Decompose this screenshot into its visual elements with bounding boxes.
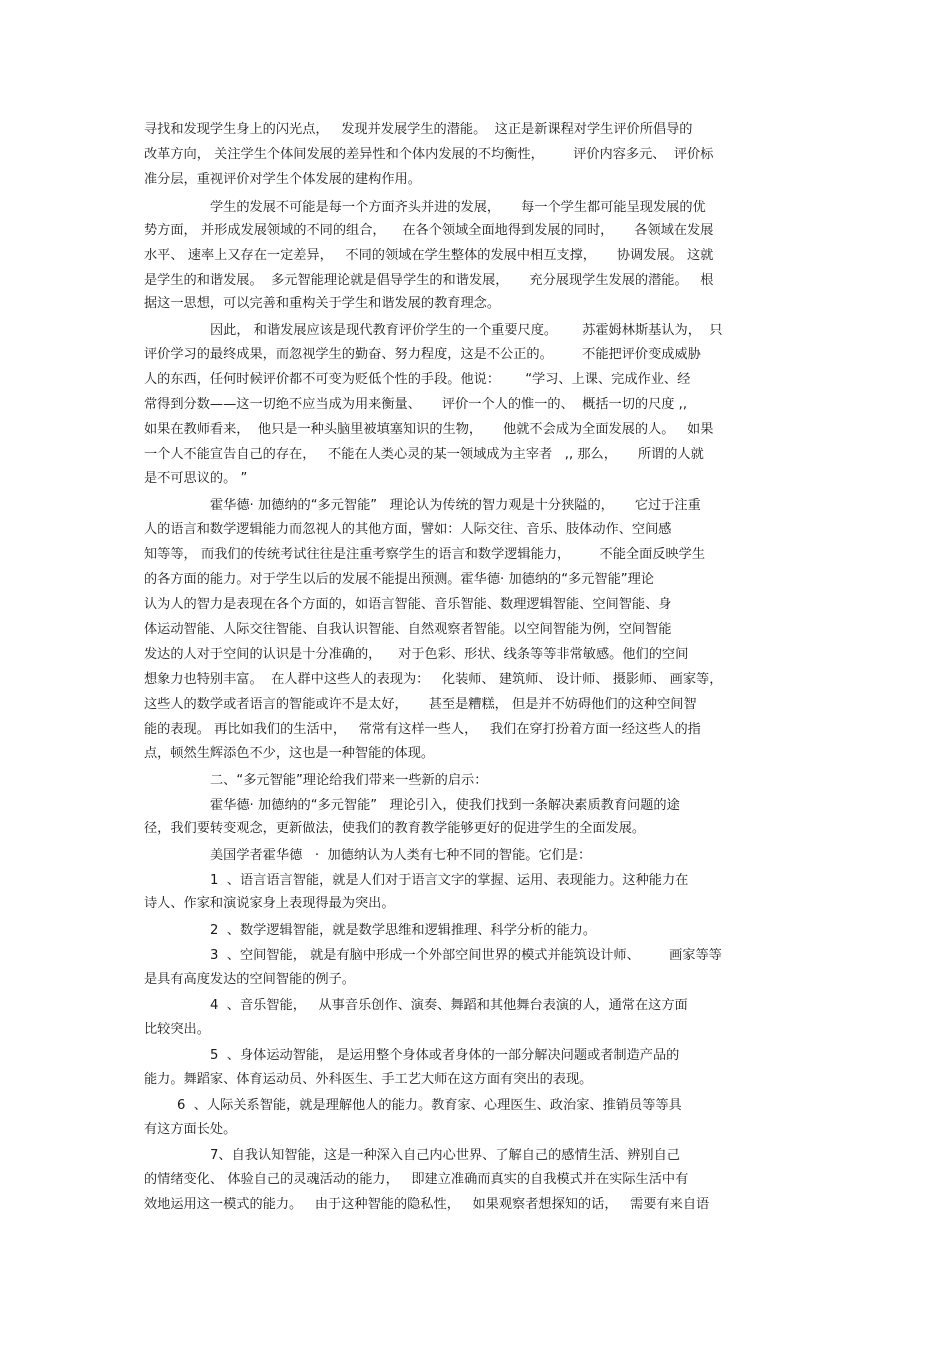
text-line: 认为人的智力是表现在各个方面的，如语言智能、音乐智能、数理逻辑智能、空间智能、身 xyxy=(144,597,672,612)
list-item: 3 、空间智能， 就是有脑中形成一个外部空间世界的模式并能筑设计师、 画家等等 xyxy=(210,948,722,963)
text-line: 据这一思想，可以完善和重构关于学生和谐发展的教育理念。 xyxy=(144,296,501,311)
text-line: 水平、 速率上又存在一定差异， 不同的领域在学生整体的发展中相互支撑， 协调发展。 这就 xyxy=(144,248,714,263)
list-item: 4 、音乐智能， 从事音乐创作、演奏、舞蹈和其他舞台表演的人，通常在这方面 xyxy=(210,998,688,1013)
text-line: 是具有高度发达的空间智能的例子。 xyxy=(144,972,355,987)
text-line: 能力。舞蹈家、体育运动员、外科医生、手工艺大师在这方面有突出的表现。 xyxy=(144,1072,593,1087)
text-line: 体运动智能、人际交往智能、自我认识智能、自然观察者智能。以空间智能为例，空间智能 xyxy=(144,622,672,637)
text-line: 人的东西，任何时候评价都不可变为贬低个性的手段。他说： “学习、上课、完成作业、经 xyxy=(144,372,691,387)
text-line: 霍华德· 加德纳的“多元智能” 理论引入，使我们找到一条解决素质教育问题的途 xyxy=(210,798,680,813)
list-item: 6 、人际关系智能，就是理解他人的能力。教育家、心理医生、政治家、推销员等等具 xyxy=(177,1098,682,1113)
text-line: 准分层，重视评价对学生个体发展的建构作用。 xyxy=(144,172,421,187)
text-line: 发达的人对于空间的认识是十分准确的， 对于色彩、形状、线条等等非常敏感。他们的空间 xyxy=(144,647,689,662)
text-line: 是不可思议的。 ” xyxy=(144,471,248,486)
text-line: 学生的发展不可能是每一个方面齐头并进的发展， 每一个学生都可能呈现发展的优 xyxy=(210,200,706,215)
text-line: 想象力也特别丰富。 在人群中这些人的表现为： 化装师、 建筑师、 设计师、 摄影师、 画家等， xyxy=(144,672,723,687)
text-line: 比较突出。 xyxy=(144,1022,210,1037)
text-line: 评价学习的最终成果，而忽视学生的勤奋、努力程度，这是不公正的。 不能把评价变成威胁 xyxy=(144,347,701,362)
text-line: 改革方向， 关注学生个体间发展的差异性和个体内发展的不均衡性， 评价内容多元、 评价标 xyxy=(144,147,714,162)
text-line: 有这方面长处。 xyxy=(144,1122,237,1137)
text-line: 人的语言和数学逻辑能力而忽视人的其他方面，譬如：人际交往、音乐、肢体动作、空间感 xyxy=(144,522,672,537)
text-line: 径，我们要转变观念，更新做法，使我们的教育教学能够更好的促进学生的全面发展。 xyxy=(144,821,646,836)
text-line: 一个人不能宣告自己的存在， 不能在人类心灵的某一领域成为主宰者 ,, 那么， 所谓的人就 xyxy=(144,447,704,462)
text-line: 如果在教师看来， 他只是一种头脑里被填塞知识的生物， 他就不会成为全面发展的人。 如果 xyxy=(144,422,714,437)
text-line: 常得到分数——这一切绝不应当成为用来衡量、 评价一个人的惟一的、 概括一切的尺度 ,, xyxy=(144,397,688,412)
text-line: 的各方面的能力。对于学生以后的发展不能提出预测。霍华德· 加德纳的“多元智能”理论 xyxy=(144,572,654,587)
text-line: 知等等， 而我们的传统考试往往是注重考察学生的语言和数学逻辑能力， 不能全面反映学生 xyxy=(144,547,706,562)
text-line: 势方面， 并形成发展领域的不同的组合， 在各个领域全面地得到发展的同时， 各领域在发展 xyxy=(144,223,714,238)
list-item: 2 、数学逻辑智能，就是数学思维和逻辑推理、科学分析的能力。 xyxy=(210,923,597,938)
text-line: 因此， 和谐发展应该是现代教育评价学生的一个重要尺度。 苏霍姆林斯基认为， 只 xyxy=(210,323,723,338)
text-line: 的情绪变化、 体验自己的灵魂活动的能力， 即建立准确而真实的自我模式并在实际生活中有 xyxy=(144,1172,689,1187)
text-line: 霍华德· 加德纳的“多元智能” 理论认为传统的智力观是十分狭隘的， 它过于注重 xyxy=(210,498,701,513)
section-heading: 二、“多元智能”理论给我们带来一些新的启示： xyxy=(210,773,488,788)
text-line: 能的表现。 再比如我们的生活中， 常常有这样一些人， 我们在穿打扮着方面一经这些人的指 xyxy=(144,722,701,737)
list-item: 5 、身体运动智能， 是运用整个身体或者身体的一部分解决问题或者制造产品的 xyxy=(210,1048,680,1063)
text-line: 这些人的数学或者语言的智能或许不是太好， 甚至是糟糕， 但是并不妨碍他们的这种空间智 xyxy=(144,697,697,712)
text-line: 效地运用这一模式的能力。 由于这种智能的隐私性， 如果观察者想探知的话， 需要有来自语 xyxy=(144,1197,710,1212)
text-line: 是学生的和谐发展。 多元智能理论就是倡导学生的和谐发展， 充分展现学生发展的潜能。 根 xyxy=(144,273,714,288)
text-line: 美国学者霍华德 · 加德纳认为人类有七种不同的智能。它们是： xyxy=(210,848,592,863)
text-line: 诗人、作家和演说家身上表现得最为突出。 xyxy=(144,896,395,911)
text-line: 点，顿然生辉添色不少，这也是一种智能的体现。 xyxy=(144,746,435,761)
list-item: 1 、语言语言智能，就是人们对于语言文字的掌握、运用、表现能力。这种能力在 xyxy=(210,873,689,888)
text-line: 寻找和发现学生身上的闪光点， 发现并发展学生的潜能。 这正是新课程对学生评价所倡导的 xyxy=(144,122,693,137)
list-item: 7、自我认知智能，这是一种深入自己内心世界、了解自己的感情生活、辨别自己 xyxy=(210,1148,680,1163)
